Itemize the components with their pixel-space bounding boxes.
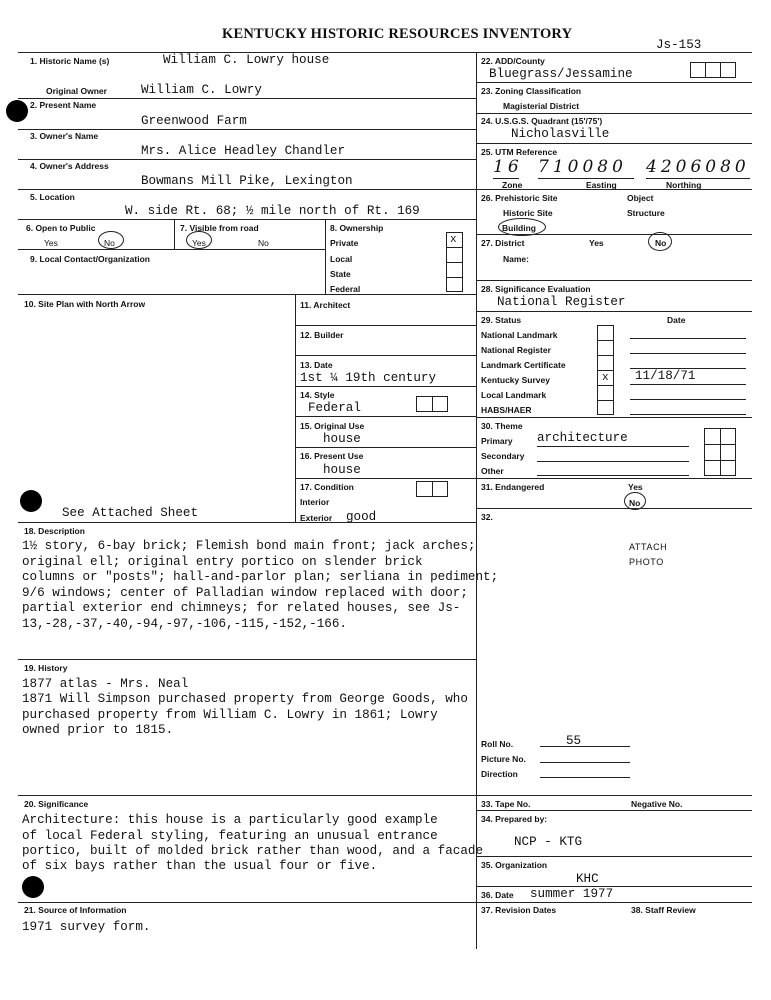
original-use: house [323,432,361,446]
rule [476,82,752,83]
f23-label: 23. Zoning Classification [481,86,582,96]
f17-label: 17. Condition [300,482,354,492]
rule [432,481,433,497]
rule [630,353,746,354]
f16-label: 16. Present Use [300,451,364,461]
visible-yes: Yes [192,238,206,248]
description-line: partial exterior end chimneys; for related houses, see Js- [22,601,461,615]
ownership-private-mark: x [450,234,457,246]
rule [476,478,752,479]
f6-label: 6. Open to Public [26,223,96,233]
rule [630,384,746,385]
source-info: 1971 survey form. [22,920,151,934]
kentucky-survey-date: 11/18/71 [635,369,696,383]
rule [18,795,476,796]
description-line: 9/6 windows; center of Palladian window replaced with door; [22,586,468,600]
description-line: 13,-28,-37,-40,-94,-97,-106,-115,-152,-166. [22,617,347,631]
theme-primary: architecture [537,431,628,445]
status-item: National Register [481,345,551,355]
description-line: 1½ story, 6-bay brick; Flemish bond main front; jack arches; [22,539,476,553]
prehistoric-structure: Structure [627,208,665,218]
kentucky-survey-mark: x [602,372,609,384]
original-owner-label: Original Owner [46,86,107,96]
rule [538,178,634,179]
rule [630,399,746,400]
f4-label: 4. Owner's Address [30,161,109,171]
status-item: National Landmark [481,330,558,340]
date-built: 1st ¼ 19th century [300,371,437,385]
exterior-condition: good [346,510,377,524]
add-county: Bluegrass/Jessamine [489,67,633,81]
rule [597,400,614,401]
rule [476,886,752,887]
location: W. side Rt. 68; ½ mile north of Rt. 169 [125,204,420,218]
f18-label: 18. Description [24,526,85,536]
f22-label: 22. ADD/County [481,56,545,66]
f34-label: 34. Prepared by: [481,814,548,824]
f19-label: 19. History [24,663,68,673]
rule [18,294,476,295]
rule [295,386,476,387]
f11-label: 11. Architect [300,300,351,310]
significance-line: portico, built of molded brick rather than wood, and a facade [22,844,484,858]
rule [597,340,614,341]
history-line: 1871 Will Simpson purchased property from George Goods, who [22,692,468,706]
status-item: Local Landmark [481,390,547,400]
f29-label: 29. Status [481,315,522,325]
rule [540,746,630,747]
district-no-circle [648,232,672,251]
rule [18,659,476,660]
condition-interior: Interior [300,497,330,507]
f36-label: 36. Date [481,890,514,900]
f27-label: 27. District [481,238,525,248]
status-item: HABS/HAER [481,405,532,415]
owner-address: Bowmans Mill Pike, Lexington [141,174,353,188]
rule [630,414,746,415]
photo-label: PHOTO [629,557,664,567]
open-no: No [104,238,115,248]
punch-hole [22,876,44,898]
magisterial-district: Magisterial District [503,101,580,111]
punch-hole [20,490,42,512]
district-name-label: Name: [503,254,529,264]
f13-label: 13. Date [300,360,333,370]
historic-name: William C. Lowry house [163,53,330,67]
punch-hole [6,100,28,122]
history-line: owned prior to 1815. [22,723,174,737]
f30-label: 30. Theme [481,421,523,431]
open-yes: Yes [44,238,58,248]
significance-line: of local Federal styling, featuring an unusual entrance [22,829,438,843]
f7-label: 7. Visible from road [180,223,259,233]
prehistoric-building: Building [502,223,536,233]
f28-label: 28. Significance Evaluation [481,284,591,294]
style: Federal [308,401,361,415]
f37-label: 37. Revision Dates [481,905,557,915]
theme-secondary-label: Secondary [481,451,525,461]
present-use: house [323,463,361,477]
rule [705,62,706,78]
rule [18,98,476,99]
rule [476,280,752,281]
f12-label: 12. Builder [300,330,344,340]
rule [476,234,752,235]
top-rule [18,52,752,53]
historic-site: Historic Site [503,208,553,218]
original-owner: William C. Lowry [141,83,262,97]
f15-label: 15. Original Use [300,421,365,431]
rule [540,777,630,778]
rule [646,178,750,179]
rule [18,249,325,250]
utm-easting-label: Easting [586,180,617,190]
f8-label: 8. Ownership [330,223,384,233]
rule [597,355,614,356]
f21-label: 21. Source of Information [24,905,127,915]
district-no: No [655,238,667,248]
status-item: Kentucky Survey [481,375,550,385]
rule [537,446,689,447]
rule [704,460,736,461]
utm-northing-label: Northing [666,180,702,190]
f10-label: 10. Site Plan with North Arrow [24,299,146,309]
rule [540,762,630,763]
usgs-quadrant: Nicholasville [511,127,610,141]
district-yes: Yes [589,238,604,248]
rule [476,113,752,114]
status-date-label: Date [667,315,686,325]
rule [476,311,752,312]
rule [476,795,752,796]
f20-label: 20. Significance [24,799,89,809]
f24-label: 24. U.S.G.S. Quadrant (15'/75') [481,116,603,126]
rule [476,508,752,509]
form-title: KENTUCKY HISTORIC RESOURCES INVENTORY [222,26,573,42]
endangered-no: No [629,498,641,508]
rule [18,219,476,220]
f38-label: 38. Staff Review [631,905,696,915]
rule [476,189,752,190]
rule [476,810,752,811]
attach-label: ATTACH [629,542,668,552]
f26-label: 26. Prehistoric Site [481,193,558,203]
rule [295,416,476,417]
rule [630,338,746,339]
utm-zone: 16 [493,157,523,177]
rule [493,178,519,179]
direction-label: Direction [481,769,518,779]
f14-label: 14. Style [300,390,335,400]
rule [295,447,476,448]
significance-evaluation: National Register [497,295,626,309]
utm-easting: 710080 [538,157,627,177]
condition-exterior: Exterior [300,513,333,523]
rule [537,461,689,462]
roll-label: Roll No. [481,739,514,749]
rule [476,417,752,418]
f25-label: 25. UTM Reference [481,147,558,157]
site-plan-note: See Attached Sheet [62,506,199,520]
negative-label: Negative No. [631,799,683,809]
present-name: Greenwood Farm [141,114,247,128]
rule [537,475,689,476]
f9-label: 9. Local Contact/Organization [30,254,150,264]
site-number: Js-153 [656,38,702,52]
rule [704,444,736,445]
rule [295,325,476,326]
organization: KHC [576,872,599,886]
county-code-box[interactable] [690,62,736,78]
rule [295,478,476,479]
f2-label: 2. Present Name [30,100,97,110]
picture-label: Picture No. [481,754,526,764]
rule [446,262,463,263]
significance-line: of six bays rather than the usual four or five. [22,859,378,873]
roll-number: 55 [566,734,582,748]
center-divider [476,52,477,949]
rule [18,189,476,190]
rule [18,159,476,160]
rule [18,129,476,130]
theme-other-label: Other [481,466,504,476]
rule [476,856,752,857]
visible-no: No [258,238,269,248]
rule [295,294,296,522]
f31-label: 31. Endangered [481,482,545,492]
prehistoric-object: Object [627,193,654,203]
owner-name: Mrs. Alice Headley Chandler [141,144,346,158]
open-no-circle [98,231,124,249]
ownership-private: Private [330,238,359,248]
f32-label: 32. [481,512,493,522]
significance-line: Architecture: this house is a particularly good example [22,813,438,827]
rule [476,902,752,903]
f33-label: 33. Tape No. [481,799,531,809]
prepared-by: NCP - KTG [514,835,583,849]
history-line: purchased property from William C. Lowry in 1861; Lowry [22,708,438,722]
history-line: 1877 atlas - Mrs. Neal [22,677,189,691]
theme-primary-label: Primary [481,436,513,446]
f35-label: 35. Organization [481,860,548,870]
rule [18,522,476,523]
rule [18,902,476,903]
f3-label: 3. Owner's Name [30,131,99,141]
visible-yes-circle [186,231,212,249]
f5-label: 5. Location [30,192,75,202]
ownership-state: State [330,269,351,279]
rule [295,355,476,356]
rule [174,219,175,249]
utm-northing: 4206080 [646,157,750,177]
status-item: Landmark Certificate [481,360,566,370]
rule [720,428,721,476]
rule [432,396,433,412]
utm-zone-label: Zone [502,180,523,190]
ownership-local: Local [330,254,353,264]
endangered-yes: Yes [628,482,643,492]
rule [720,62,721,78]
rule [476,143,752,144]
rule [446,277,463,278]
description-line: original ell; original entry portico on slender brick [22,555,423,569]
description-line: columns or "posts"; hall-and-parlor plan; serliana in pediment; [22,570,499,584]
f1-label: 1. Historic Name (s) [30,56,110,66]
prepared-date: summer 1977 [530,887,614,901]
ownership-federal: Federal [330,284,361,294]
rule [325,219,326,294]
